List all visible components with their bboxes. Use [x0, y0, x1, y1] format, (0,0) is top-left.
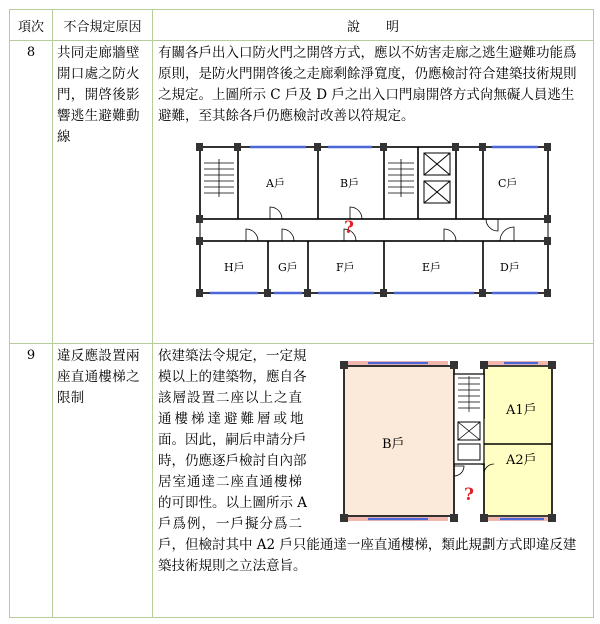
header-desc: 說 明 — [153, 10, 594, 41]
desc-line: 該層設置二座以上之直 — [158, 390, 303, 406]
unit-b-label: B戶 — [382, 437, 405, 452]
desc-line: 居室通達二座直通樓梯 — [158, 474, 303, 490]
desc-line: 依建築法令規定，一定規 — [158, 348, 307, 364]
header-reason: 不合規定原因 — [53, 10, 153, 41]
row-desc-text: 有關各戶出入口防火門之開啓方式，應以不妨害走廊之逃生避難功能爲原則，是防火門開啓後之走廊剩餘淨寬度，仍應檢討符合建築技術規則之規定。上圖所示 C 戶及 D 戶之出入口門扇開啓方式尙無礙人員逃生避難，至其餘各戶仍應檢討改善以符規定。 — [158, 45, 577, 124]
unit-a-label: A戶 — [266, 177, 285, 190]
row-reason: 違反應設置兩座直通樓梯之限制 — [53, 344, 153, 618]
table-header-row — [10, 10, 594, 41]
unit-e-label: E戶 — [422, 261, 442, 274]
row-desc — [153, 344, 594, 618]
header-num: 項次 — [10, 10, 53, 41]
unit-b-label: B戶 — [340, 177, 360, 190]
question-mark-icon: ? — [464, 485, 474, 505]
unit-d-label: D戶 — [500, 261, 520, 274]
row-desc — [153, 41, 594, 344]
desc-line: 面。因此，嗣后申請分戶 — [158, 432, 307, 448]
row-reason: 共同走廊牆壁開口處之防火門，開啓後影響逃生避難動線 — [53, 41, 153, 344]
table-row — [10, 344, 594, 618]
table-row — [10, 41, 594, 344]
corridor-floor-plan — [158, 133, 578, 303]
row-num: 8 — [10, 41, 53, 344]
row-num: 9 — [10, 344, 53, 618]
desc-line: 模以上的建築物，應自各 — [158, 369, 307, 385]
row-desc-left-column — [158, 346, 326, 535]
unit-g-label: G戶 — [278, 261, 298, 274]
desc-line: 通樓梯達避難層或地 — [158, 411, 307, 427]
desc-line: 戶爲例，一戶擬分爲二 — [158, 516, 303, 532]
unit-c-label: C戶 — [498, 177, 518, 190]
unit-a1-label: A1戶 — [506, 403, 537, 418]
unit-a2-label: A2戶 — [506, 453, 537, 468]
unit-f-label: F戶 — [336, 261, 355, 274]
regulation-table — [9, 9, 594, 618]
desc-line: 的可即性。以上圖所示 A — [158, 495, 308, 511]
stair-access-floor-plan — [334, 356, 584, 531]
desc-line: 時，仍應逐戶檢討自內部 — [158, 453, 307, 469]
unit-h-label: H戶 — [224, 261, 245, 274]
row-desc-tail: 戶，但檢討其中 A2 戶只能通達一座直通樓梯，類此規劃方式即違反建築技術規則之立法意旨。 — [158, 537, 577, 574]
question-mark-icon: ? — [344, 218, 354, 238]
